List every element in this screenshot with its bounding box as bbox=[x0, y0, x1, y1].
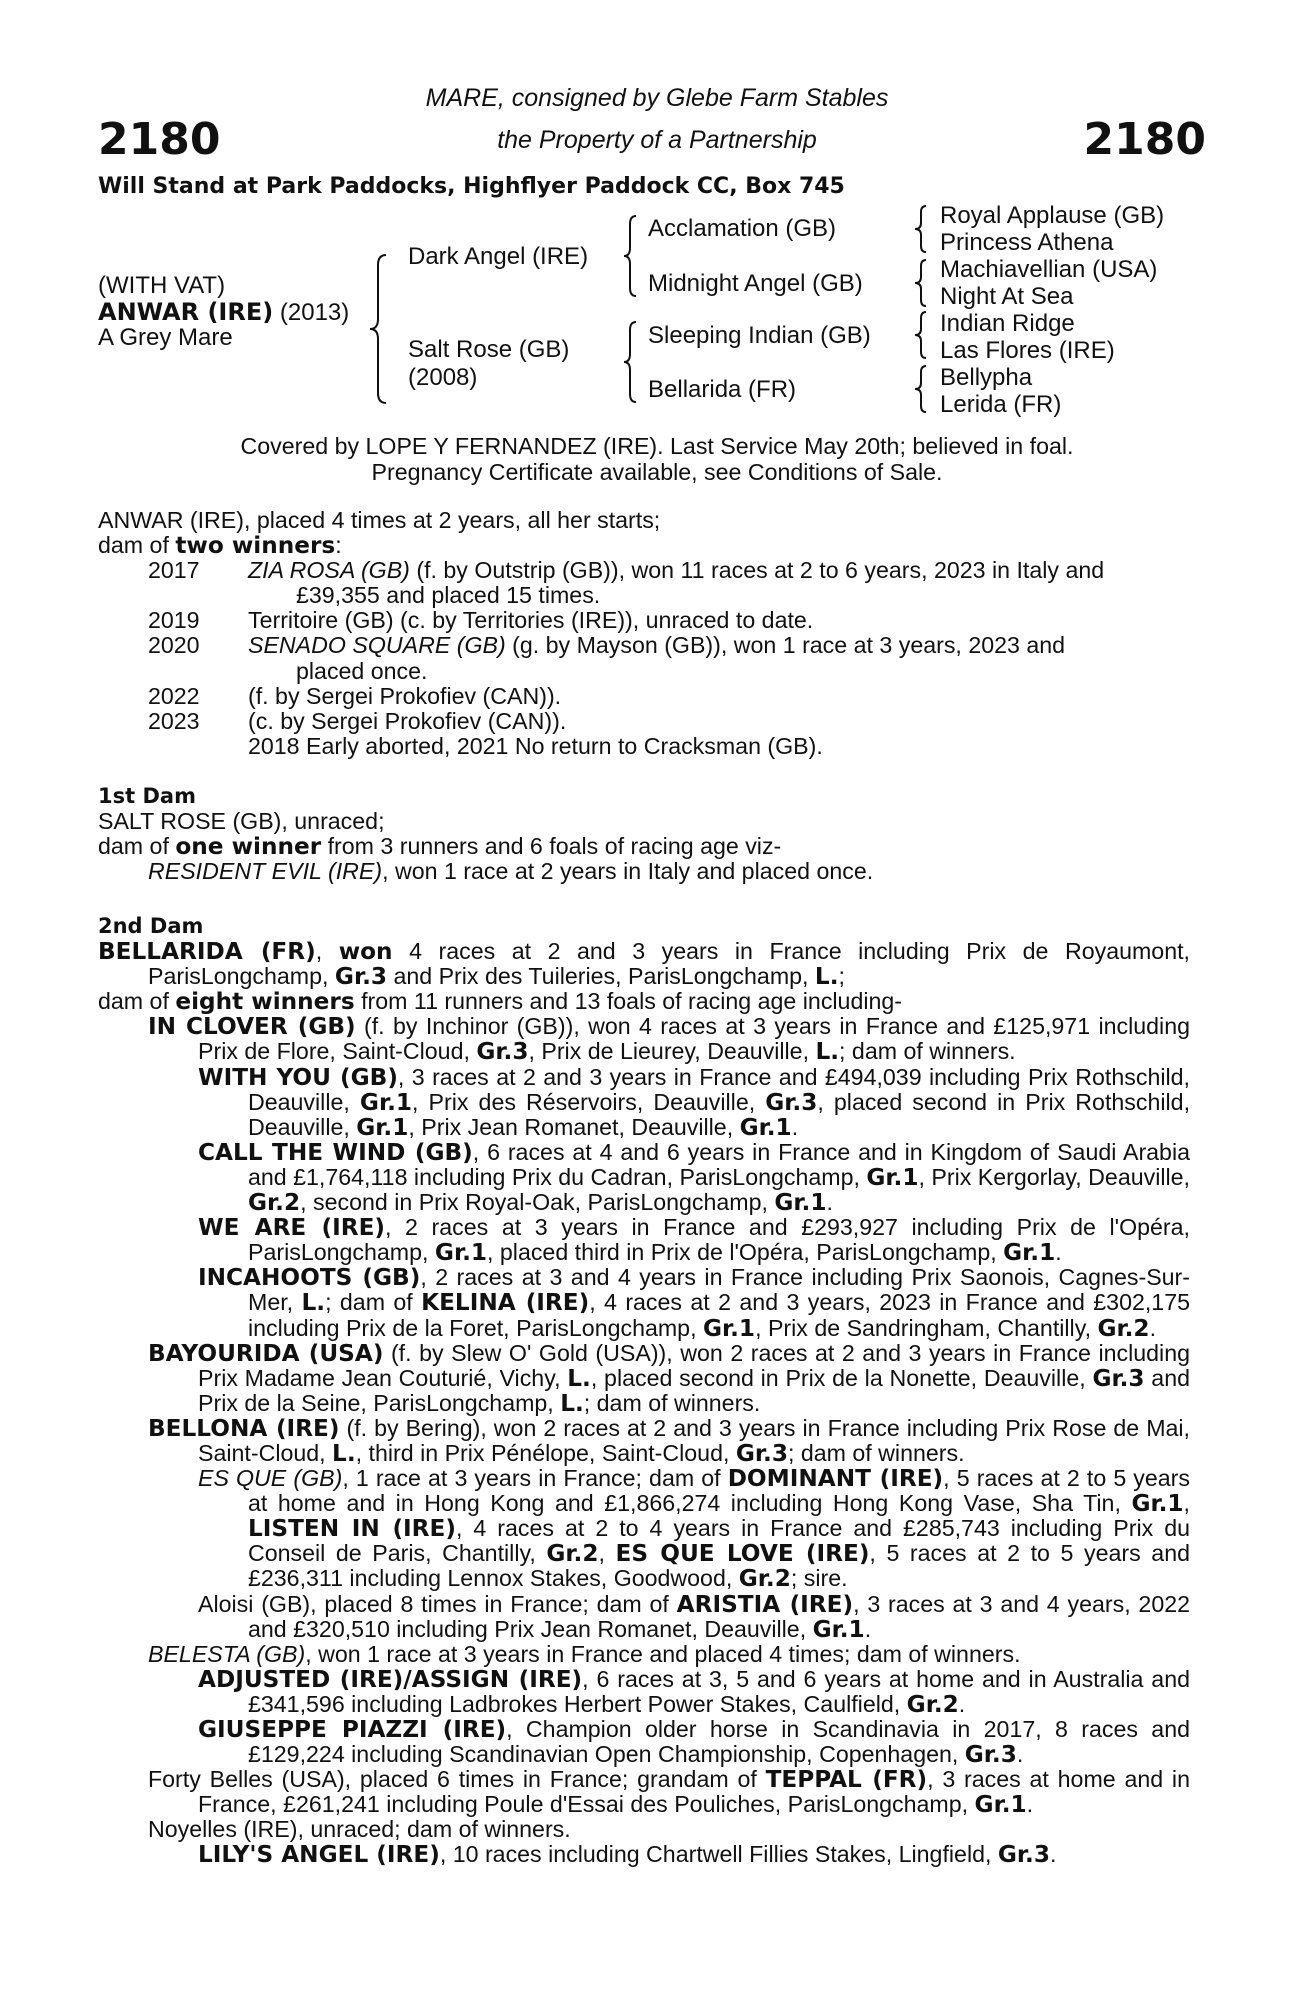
produce-row-2022: 2022 (f. by Sergei Prokofiev (CAN)). bbox=[148, 682, 562, 709]
dam-name: Salt Rose (GB) bbox=[408, 336, 570, 363]
second-dam-p12: BELESTA (GB), won 1 race at 3 years in France and placed 4 times; dam of winners. bbox=[148, 1640, 1021, 1667]
second-dam-p15: Forty Belles (USA), placed 6 times in France; grandam of TEPPAL (FR), 3 races at home and in France, £261,241 including Poule d'Essai des Pouliches, ParisLongchamp, Gr.1. bbox=[148, 1766, 1190, 1819]
produce-row-2019: 2019 Territoire (GB) (c. by Territories (IRE)), unraced to date. bbox=[148, 607, 814, 634]
sire-sire: Acclamation (GB) bbox=[648, 215, 837, 242]
second-dam-p4: WITH YOU (GB), 3 races at 2 and 3 years in France and £494,039 including Prix Rothschild, Deauville, Gr.1, Prix des Réservoirs, Deauville, Gr.3, placed second in Prix Rothschild, Deauville, Gr.1, Prix Jean Romanet, Deauville, Gr.1. bbox=[198, 1063, 1191, 1141]
produce-row-2017: 2017 ZIA ROSA (GB) (f. by Outstrip (GB)), won 11 races at 2 to 6 years, 2023 in Italy and £39,355 and placed 15 times. bbox=[148, 557, 1105, 609]
second-dam-p2: dam of eight winners from 11 runners and 13 foals of racing age including- bbox=[98, 988, 903, 1016]
horse-name-line bbox=[98, 298, 349, 327]
second-dam-p10: ES QUE (GB), 1 race at 3 years in France; dam of DOMINANT (IRE), 5 races at 2 to 5 years at home and in Hong Kong and £1,866,274 including Hong Kong Vase, Sha Tin, Gr.1, LISTEN IN (IRE), 4 races at 2 to 4 years in France and £285,743 including Prix du Conseil de Paris, Chantilly, Gr.2, ES QUE LOVE (IRE), 5 races at 2 to 5 years and £236,311 including Lennox Stakes, Goodwood, Gr.2; sire. bbox=[198, 1465, 1191, 1593]
ggparent-5: Indian Ridge bbox=[940, 310, 1075, 337]
first-dam-line3: RESIDENT EVIL (IRE), won 1 race at 2 years in Italy and placed once. bbox=[148, 858, 874, 885]
produce-summary: ANWAR (IRE), placed 4 times at 2 years, all her starts; bbox=[98, 507, 661, 533]
second-dam-p11: Aloisi (GB), placed 8 times in France; dam of ARISTIA (IRE), 3 races at 3 and 4 years, 2022 and £320,510 including Prix Jean Romanet, Deauville, Gr.1. bbox=[198, 1590, 1191, 1643]
brace-g3 bbox=[912, 310, 930, 360]
second-dam-p9: BELLONA (IRE) (f. by Bering), won 2 races at 2 and 3 years in France including Prix Rose de Mai, Saint-Cloud, L., third in Prix Pénélope, Saint-Cloud, Gr.3; dam of winners. bbox=[148, 1414, 1190, 1467]
second-dam-p16: Noyelles (IRE), unraced; dam of winners. bbox=[148, 1816, 571, 1843]
brace-g4 bbox=[912, 364, 930, 414]
second-dam-p14: GIUSEPPE PIAZZI (IRE), Champion older horse in Scandinavia in 2017, 8 races and £129,224 including Scandinavian Open Championship, Copenhagen, Gr.3. bbox=[198, 1716, 1190, 1769]
sire-dam: Midnight Angel (GB) bbox=[648, 270, 863, 297]
second-dam-p1: BELLARIDA (FR), won 4 races at 2 and 3 years in France including Prix de Royaumont, ParisLongchamp, Gr.3 and Prix des Tuileries, ParisLongchamp, L.; bbox=[98, 938, 1190, 991]
lot-number-left: 2180 bbox=[98, 114, 221, 165]
produce-record bbox=[98, 508, 1190, 759]
dam-dam: Bellarida (FR) bbox=[648, 376, 797, 403]
second-dam-p5: CALL THE WIND (GB), 6 races at 4 and 6 years in France and in Kingdom of Saudi Arabia and £1,764,118 including Prix du Cadran, ParisLongchamp, Gr.1, Prix Kergorlay, Deauville, Gr.2, second in Prix Royal-Oak, ParisLongchamp, Gr.1. bbox=[198, 1138, 1190, 1217]
second-dam-section bbox=[98, 914, 1190, 1868]
stand-info: Will Stand at Park Paddocks, Highflyer Paddock CC, Box 745 bbox=[98, 174, 845, 199]
dam-year: (2008) bbox=[408, 364, 478, 391]
second-dam-heading: 2nd Dam bbox=[98, 914, 204, 938]
second-dam-p8: BAYOURIDA (USA) (f. by Slew O' Gold (USA)), won 2 races at 2 and 3 years in France including Prix Madame Jean Couturié, Vichy, L., placed second in Prix de la Nonette, Deauville, Gr.3 and Prix de la Seine, ParisLongchamp, L.; dam of winners. bbox=[148, 1339, 1190, 1417]
lot-number-right: 2180 bbox=[1083, 114, 1206, 165]
covered-line1: Covered by LOPE Y FERNANDEZ (IRE). Last Service May 20th; believed in foal. bbox=[240, 433, 1074, 459]
ggparent-4: Night At Sea bbox=[940, 283, 1074, 310]
dam-sire: Sleeping Indian (GB) bbox=[648, 322, 871, 349]
ggparent-7: Bellypha bbox=[940, 364, 1033, 391]
ggparent-1: Royal Applause (GB) bbox=[940, 202, 1165, 229]
brace-g1 bbox=[912, 204, 930, 254]
vat-note: (WITH VAT) bbox=[98, 272, 226, 299]
first-dam-line2: dam of one winner from 3 runners and 6 foals of racing age viz- bbox=[98, 833, 782, 861]
brace-dam bbox=[620, 320, 640, 404]
second-dam-p17: LILY'S ANGEL (IRE), 10 races including Chartwell Fillies Stakes, Lingfield, Gr.3. bbox=[198, 1841, 1057, 1869]
brace-main bbox=[366, 253, 390, 405]
second-dam-p7: INCAHOOTS (GB), 2 races at 3 and 4 years in France including Prix Saonois, Cagnes-Sur-Mer, L.; dam of KELINA (IRE), 4 races at 2 and 3 years, 2023 in France and £302,175 including Prix de la Foret, ParisLongchamp, Gr.1, Prix de Sandringham, Chantilly, Gr.2. bbox=[198, 1264, 1190, 1342]
first-dam-section bbox=[98, 784, 1190, 884]
produce-row-2023: 2023 (c. by Sergei Prokofiev (CAN)). bbox=[148, 707, 567, 734]
consignment-line2: the Property of a Partnership bbox=[497, 126, 817, 154]
covered-line2: Pregnancy Certificate available, see Conditions of Sale. bbox=[371, 459, 943, 485]
horse-year: (2013) bbox=[279, 299, 350, 326]
consignment-line1: MARE, consigned by Glebe Farm Stables bbox=[425, 84, 889, 112]
second-dam-p6: WE ARE (IRE), 2 races at 3 years in France and £293,927 including Prix de l'Opéra, ParisLongchamp, Gr.1, placed third in Prix de l'Opéra, ParisLongchamp, Gr.1. bbox=[198, 1214, 1190, 1267]
first-dam-heading: 1st Dam bbox=[98, 784, 196, 808]
first-dam-line1: SALT ROSE (GB), unraced; bbox=[98, 808, 385, 835]
produce-row-note: 2018 Early aborted, 2021 No return to Cracksman (GB). bbox=[248, 732, 823, 759]
horse-name: ANWAR (IRE) bbox=[98, 298, 274, 326]
horse-description: A Grey Mare bbox=[98, 324, 233, 351]
ggparent-3: Machiavellian (USA) bbox=[940, 256, 1158, 283]
second-dam-p3: IN CLOVER (GB) (f. by Inchinor (GB)), won 4 races at 3 years in France and £125,971 including Prix de Flore, Saint-Cloud, Gr.3, Prix de Lieurey, Deauville, L.; dam of winners. bbox=[148, 1013, 1190, 1066]
sire-name: Dark Angel (IRE) bbox=[408, 243, 589, 270]
ggparent-6: Las Flores (IRE) bbox=[940, 337, 1115, 364]
ggparent-2: Princess Athena bbox=[940, 229, 1114, 256]
produce-winners-line: dam of two winners: bbox=[98, 532, 342, 560]
brace-sire bbox=[620, 214, 640, 298]
ggparent-8: Lerida (FR) bbox=[940, 391, 1062, 418]
produce-row-2020: 2020 SENADO SQUARE (GB) (g. by Mayson (GB)), won 1 race at 3 years, 2023 and placed once. bbox=[148, 632, 1066, 684]
brace-g2 bbox=[912, 258, 930, 308]
second-dam-p13: ADJUSTED (IRE)/ASSIGN (IRE), 6 races at 3, 5 and 6 years at home and in Australia and £341,596 including Ladbrokes Herbert Power Stakes, Caulfield, Gr.2. bbox=[198, 1665, 1190, 1718]
